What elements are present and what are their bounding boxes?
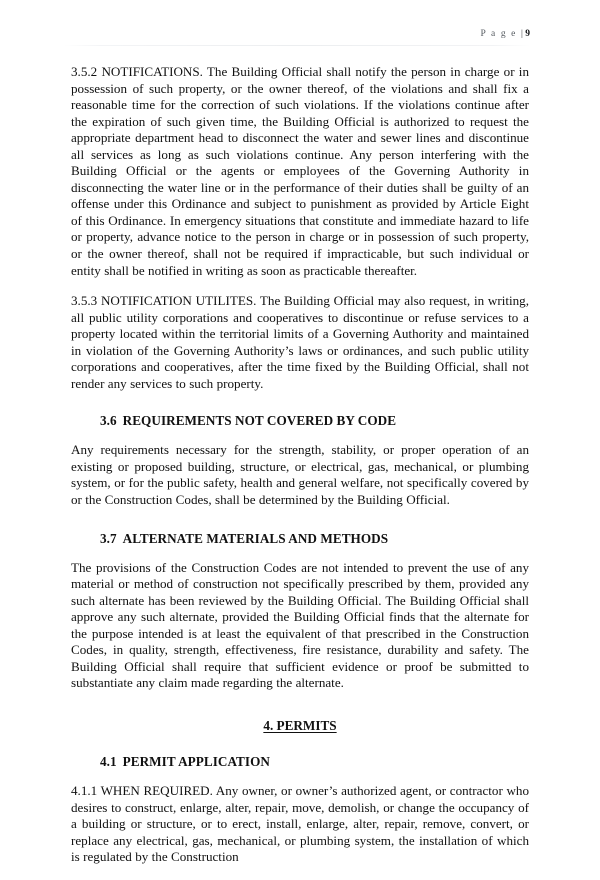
heading-3-6: [71, 412, 529, 429]
document-body: [71, 64, 529, 880]
heading-4-1-title: PERMIT APPLICATION: [122, 753, 270, 769]
page-header-label: [481, 28, 530, 40]
paragraph-4-1-1: 4.1.1 WHEN REQUIRED. Any owner, or owner’s authorized agent, or contractor who desires to construct, enlarge, alter, repair, move, demolish, or change the occupancy of a building or structure, or to erect, install, enlarge, alter, repair, remove, convert, or replace any electrical, gas, mechanical, or plumbing system, the installation of which is regulated by the Construction: [71, 782, 529, 865]
heading-4-1-number: 4.1: [100, 753, 117, 769]
heading-3-7-title: ALTERNATE MATERIALS AND METHODS: [122, 530, 389, 546]
heading-3-7: [71, 530, 529, 547]
paragraph-3-7: The provisions of the Construction Codes are not intended to prevent the use of any material or method of construction not specifically prescribed by them, provided any such alternate has been reviewed by the Building Official. The Building Official shall approve any such alternate, provided the Building Official finds that the alternate for the purpose intended is at least the equivalent of that prescribed in the Construction Codes, in quality, strength, effectiveness, fire resistance, durability and safety. The Building Official shall require that sufficient evidence or proof be submitted to substantiate any claim made regarding the alternate.: [71, 559, 529, 691]
spacer: [71, 706, 529, 717]
paragraph-3-5-3: 3.5.3 NOTIFICATION UTILITES. The Building Official may also request, in writing, all public utility corporations and cooperatives to discontinue or refuse services to a property located within the territorial limits of a Governing Authority and maintained in violation of the Governing Authority’s laws or ordinances, and such public utility corporations and cooperatives, after the time fixed by the Building Official, shall not render any services to such property.: [71, 293, 529, 391]
spacer: [71, 523, 529, 530]
page-header-divider: [64, 45, 530, 46]
heading-3-6-title: REQUIREMENTS NOT COVERED BY CODE: [122, 413, 397, 429]
spacer: [71, 405, 529, 412]
heading-4-1: [71, 753, 529, 770]
page-header: [64, 28, 530, 50]
paragraph-3-5-2: 3.5.2 NOTIFICATIONS. The Building Official shall notify the person in charge or in possession of such property, or the owner thereof, of the violations and shall fix a reasonable time for the correction of such violations. If the violations continue after the expiration of such given time, the Building Official is authorized to request the appropriate department head to disconnect the water and sewer lines and discontinue all services as long as such violations continue. Any person interfering with the Building Official or the agents or employees of the Governing Authority in disconnecting the water line or in the performance of their duties shall be guilty of an offense under this Ordinance and subject to punishment as provided by Article Eight of this Ordinance. In emergency situations that constitute and immediate hazard to life or property, advance notice to the person in charge or in possession of such property, or the owner thereof, shall not be required if impracticable, but such individual or entity shall be notified in writing as soon as practicable thereafter.: [71, 64, 529, 278]
page-separator: |: [520, 29, 526, 39]
paragraph-3-6: Any requirements necessary for the strength, stability, or proper operation of an existing or proposed building, structure, or electrical, gas, mechanical, or plumbing system, or for the public safety, health and general welfare, not specifically covered by or the Construction Codes, shall be determined by the Building Official.: [71, 442, 529, 508]
page-number: 9: [525, 29, 530, 39]
heading-3-6-number: 3.6: [100, 413, 117, 429]
heading-3-7-number: 3.7: [100, 530, 117, 546]
page-word-label: P a g e: [480, 29, 521, 39]
heading-4-permits: 4. PERMITS: [263, 717, 337, 733]
